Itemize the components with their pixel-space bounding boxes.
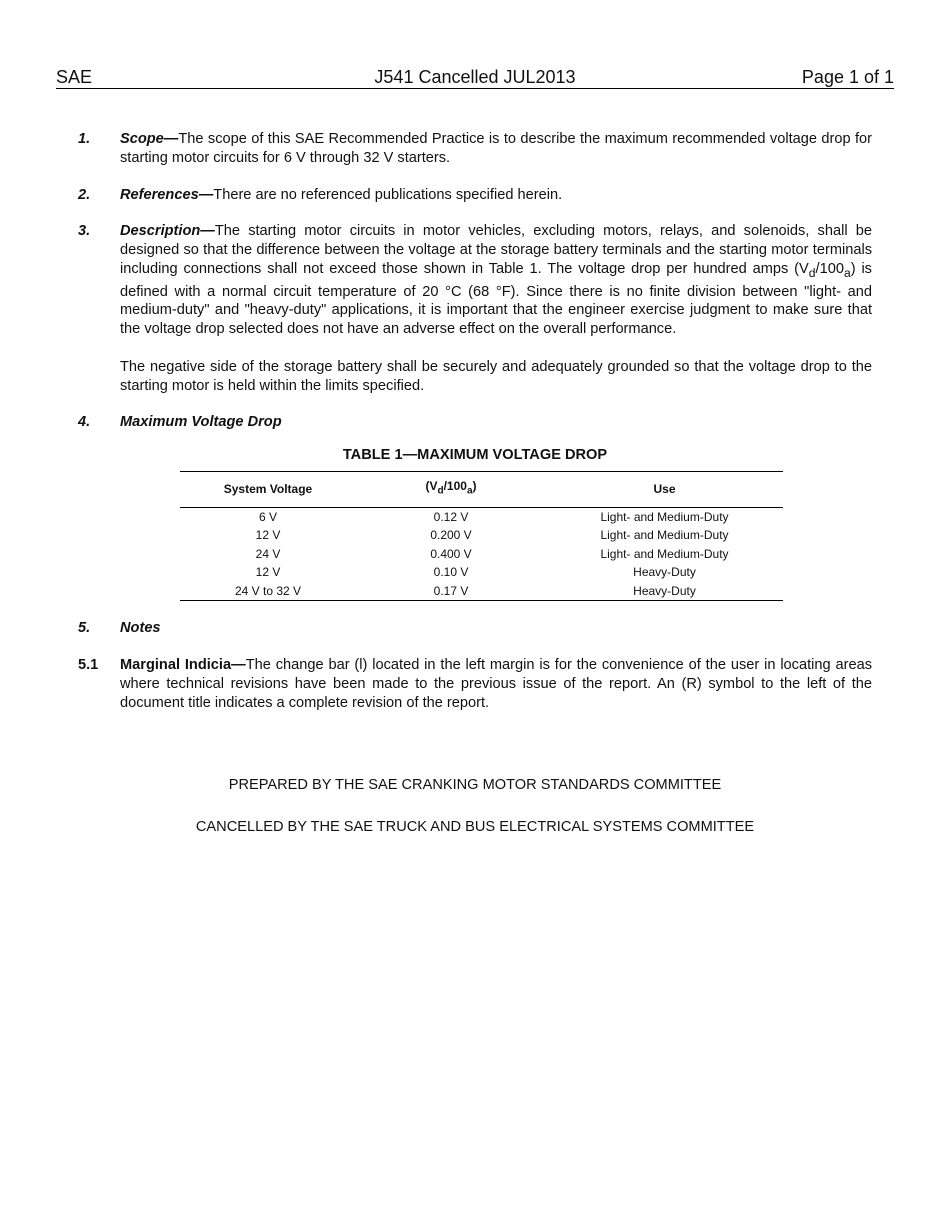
- section-references: [78, 186, 872, 205]
- section-number: 5.1: [78, 657, 99, 674]
- column-header-drop-per-100a: $(V_d/100_a)$: [356, 472, 546, 508]
- prepared-by-line: PREPARED BY THE SAE CRANKING MOTOR STANDARDS COMMITTEE: [228, 777, 722, 793]
- header-page-number: Page 1 of 1: [801, 67, 894, 87]
- cell-drop: 0.200 V: [430, 528, 472, 543]
- cell-voltage: 12 V: [255, 565, 281, 580]
- section-paragraph: The negative side of the storage battery shall be securely and adequately grounded so that the voltage drop to the starting motor is held within the limits specified.: [120, 358, 872, 394]
- table-title: TABLE 1—MAXIMUM VOLTAGE DROP: [342, 447, 608, 464]
- section-description: [78, 222, 872, 395]
- cell-voltage: 6 V: [258, 509, 277, 524]
- section-text: The starting motor circuits in motor vehicles, excluding motors, relays, and solenoids, shall be designed so that the difference between the voltage at the storage battery terminals and the starting motor terminals including connections shall not exceed those shown in Table 1. The voltage drop per hundred amps (V: [120, 223, 872, 277]
- section-number: 3.: [78, 223, 91, 240]
- section-scope: [78, 130, 872, 168]
- section-number: 4.: [78, 414, 91, 431]
- section-text: The change bar (l) located in the left margin is for the convenience of the user in locating areas where technical revisions have been made to the previous issue of the report. An (R) symbol to the left of the document title indicates a complete revision of the report.: [120, 657, 872, 711]
- section-title: Maximum Voltage Drop: [120, 414, 282, 431]
- table-row: [180, 563, 783, 582]
- document-body: [78, 130, 872, 731]
- table-row: [180, 526, 783, 545]
- header-org: SAE: [56, 67, 93, 87]
- section-number: 2.: [78, 186, 91, 203]
- section-title: References—: [120, 186, 214, 203]
- voltage-drop-table-block: [78, 446, 872, 601]
- section-text: ) is defined with a normal circuit temperature of 20 °C (68 °F). Since there is no finite division between "light- and medium-duty" and "heavy-duty" applications, it is important that the engineer exercise judgment to make sure that the voltage drop selected does not have an adverse effect on the overall performance.: [120, 260, 872, 338]
- cell-drop: 0.12 V: [433, 509, 469, 524]
- cell-use: Light- and Medium-Duty: [600, 546, 729, 561]
- cell-drop: 0.400 V: [430, 546, 472, 561]
- cell-voltage: 24 V: [255, 546, 281, 561]
- cancelled-by-line: CANCELLED BY THE SAE TRUCK AND BUS ELECTRICAL SYSTEMS COMMITTEE: [195, 819, 755, 835]
- cell-voltage: 24 V to 32 V: [180, 582, 356, 601]
- cell-use: Light- and Medium-Duty: [600, 528, 729, 543]
- cell-use: Heavy-Duty: [546, 582, 783, 601]
- cell-drop: 0.10 V: [433, 565, 469, 580]
- section-marginal-indicia: [78, 656, 872, 712]
- section-title: Description—: [120, 223, 215, 240]
- section-title: Notes: [120, 620, 161, 637]
- cell-use: Heavy-Duty: [633, 565, 696, 580]
- page-header: [56, 66, 894, 89]
- section-text: The scope of this SAE Recommended Practice is to describe the maximum recommended voltage drop for starting motor circuits for 6 V through 32 V starters.: [120, 131, 872, 166]
- subscript-d: d: [808, 265, 816, 280]
- column-header-system-voltage: System Voltage: [180, 472, 356, 508]
- cell-drop: 0.17 V: [356, 582, 546, 601]
- voltage-drop-table: [180, 471, 783, 601]
- section-number: 1.: [78, 131, 91, 147]
- table-row: [180, 545, 783, 564]
- subscript-a: a: [843, 265, 851, 280]
- section-text: There are no referenced publications specified herein.: [213, 186, 563, 203]
- section-number: 5.: [78, 620, 91, 637]
- section-title: Marginal Indicia—: [120, 657, 246, 674]
- section-max-voltage-drop: [78, 413, 872, 432]
- cell-use: Light- and Medium-Duty: [600, 509, 729, 524]
- section-notes: [78, 619, 872, 638]
- column-header-use: Use: [546, 472, 783, 508]
- table-row: [180, 582, 783, 601]
- header-doc-id: J541 Cancelled JUL2013: [374, 67, 576, 87]
- table-row: [180, 507, 783, 526]
- section-text: /100: [815, 260, 844, 277]
- section-title: Scope—: [120, 131, 179, 147]
- cell-voltage: 12 V: [255, 528, 281, 543]
